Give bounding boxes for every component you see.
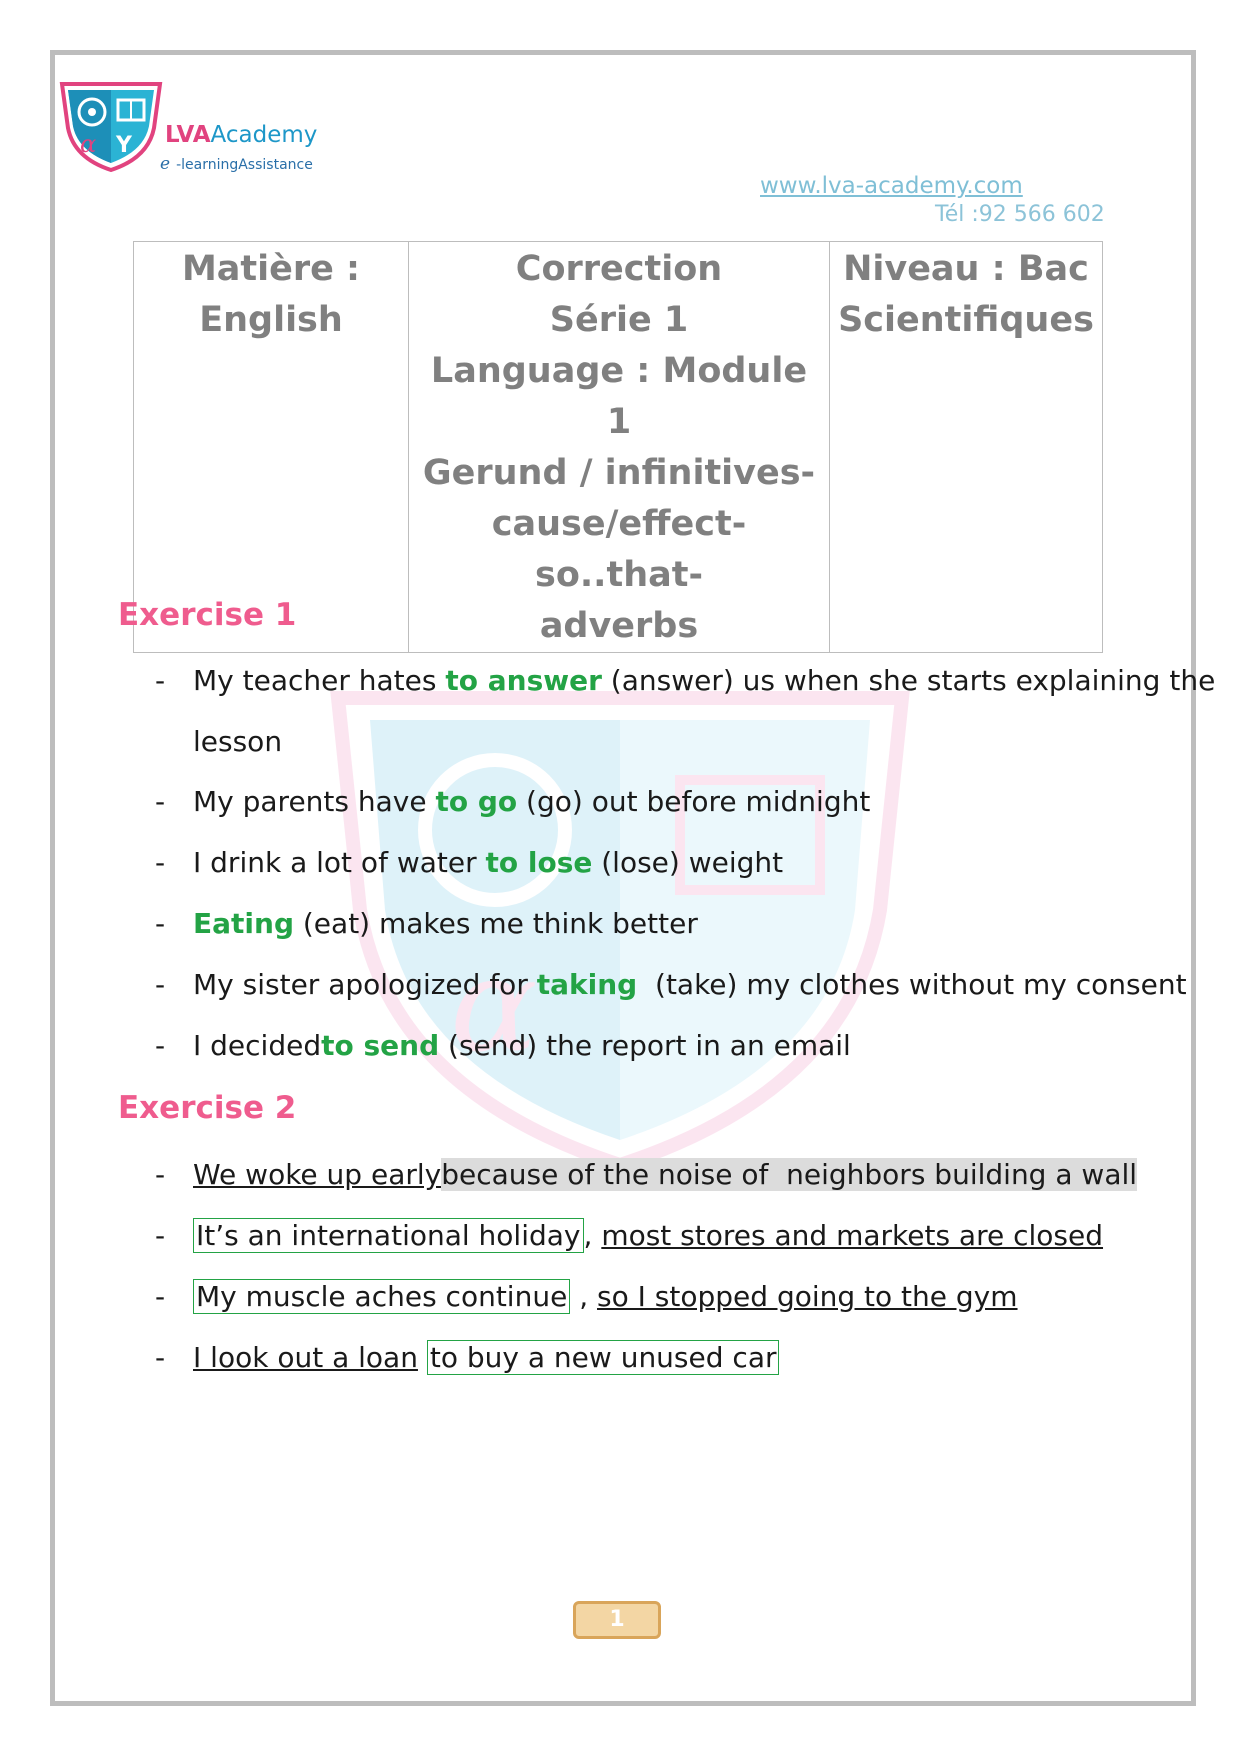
answer: to go: [435, 785, 518, 818]
exercise-1-item-continuation: lesson: [193, 725, 283, 758]
header-table: [133, 241, 1103, 653]
exercise-1-item: - My parents have to go (go) out before midnight: [155, 785, 871, 818]
lva-academy-logo: [56, 80, 166, 172]
page-number-badge: 1: [573, 1601, 661, 1639]
answer: to send: [321, 1029, 440, 1062]
answer: to lose: [485, 846, 593, 879]
exercise-2-title: Exercise 2: [118, 1090, 297, 1126]
answer: Eating: [193, 907, 294, 940]
exercise-1-title: Exercise 1: [118, 597, 297, 633]
exercise-1-item: - My sister apologized for taking (take) my clothes without my consent: [155, 968, 1187, 1001]
effect-clause: most stores and markets are closed: [601, 1219, 1104, 1252]
svg-text:α: α: [80, 130, 97, 158]
cause-clause: My muscle aches continue: [193, 1279, 570, 1314]
effect-clause: I look out a loan: [193, 1341, 418, 1374]
exercise-1-item: - I decidedto send (send) the report in an email: [155, 1029, 851, 1062]
phone-number: Tél :92 566 602: [935, 202, 1105, 227]
purpose-clause: to buy a new unused car: [427, 1340, 780, 1375]
exercise-1-item: - I drink a lot of water to lose (lose) weight: [155, 846, 784, 879]
exercise-1-item: - My teacher hates to answer (answer) us when she starts explaining the: [155, 664, 1216, 697]
title-cell: Correction Série 1 Language : Module 1 Gerund / infinitives- cause/effect- so..that- adverbs: [409, 242, 830, 653]
effect-clause: We woke up early: [193, 1158, 442, 1191]
brand-tagline: e -learningAssistance: [160, 154, 313, 174]
effect-clause: so I stopped going to the gym: [597, 1280, 1018, 1313]
exercise-2-item: - My muscle aches continue , so I stopped going to the gym: [155, 1280, 1018, 1313]
answer: to answer: [445, 664, 602, 697]
cause-clause: It’s an international holiday: [193, 1218, 584, 1253]
exercise-2-item: - It’s an international holiday , most stores and markets are closed: [155, 1219, 1104, 1252]
cause-clause: because of the noise of neighbors building a wall: [441, 1158, 1138, 1191]
exercise-2-item: - We woke up earlybecause of the noise of neighbors building a wall: [155, 1158, 1138, 1191]
svg-text:α: α: [450, 929, 538, 1081]
subject-cell: Matière : English: [134, 242, 409, 653]
level-cell: Niveau : Bac Scientifiques: [830, 242, 1103, 653]
brand-name: LVAAcademy: [165, 122, 318, 148]
svg-text:Y: Y: [116, 133, 132, 158]
website-link[interactable]: www.lva-academy.com: [760, 173, 1023, 199]
answer: taking: [536, 968, 638, 1001]
exercise-1-item: - Eating (eat) makes me think better: [155, 907, 698, 940]
exercise-2-item: - I look out a loan to buy a new unused car: [155, 1341, 779, 1374]
